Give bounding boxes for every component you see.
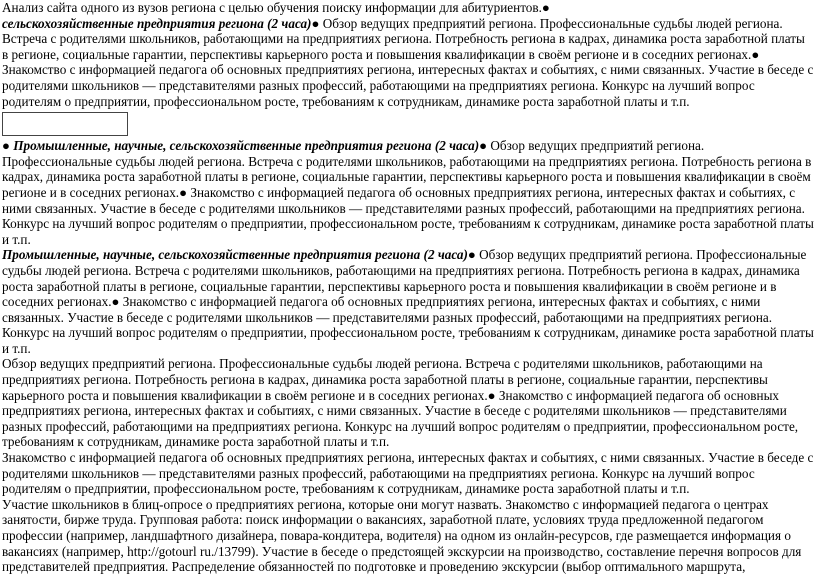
paragraph-5 (2, 356, 814, 450)
paragraph-6-text: Знакомство с информацией педагога об основных предприятиях региона, интересных фактах и событиях, с ними связанных. Участие в беседе с родителями школьников — представителями разных профессий, работающими на предприятиях региона. Конкурс на лучший вопрос родителям о предприятии, профессиональном росте, требованиям к сотрудникам, динамике роста заработной платы и т.п. (2, 450, 814, 497)
paragraph-1 (2, 0, 814, 16)
paragraph-1-text: Анализ сайта одного из вузов региона с целью обучения поиску информации для абитуриентов.● (2, 0, 550, 15)
paragraph-5-text: Обзор ведущих предприятий региона. Профессиональные судьбы людей региона. Встреча с родителями школьников, работающими на предприятиях региона. Потребность региона в кадрах, динамика роста заработной платы в регионе, социальные гарантии, перспективы карьерного роста и повышения квалификации в своём регионе и в соседних регионах.● Знакомство с информацией педагога об основных предприятиях региона, интересных фактах и событиях, с ними связанных. Участие в беседе с родителями школьников — представителями разных профессий, работающими на предприятиях региона. Конкурс на лучший вопрос родителям о предприятии, профессиональном росте, требованиям к сотрудникам, динамике роста заработной платы и т.п. (2, 356, 799, 450)
paragraph-4-heading: Промышленные, научные, сельскохозяйственные предприятия региона (2 часа)● (2, 247, 476, 263)
paragraph-2-text: Обзор ведущих предприятий региона. Профессиональные судьбы людей региона. Встреча с родителями школьников, работающими на предприятиях региона. Потребность региона в кадрах, динамика роста заработной платы в регионе, социальные гарантии, перспективы карьерного роста и повышения квалификации в своём регионе и в соседних регионах.● Знакомство с информацией педагога об основных предприятиях региона, интересных фактах и событиях, с ними связанных. Участие в беседе с родителями школьников — представителями разных профессий, работающими на предприятиях региона. Конкурс на лучший вопрос родителям о предприятии, профессиональном росте, требованиям к сотрудникам, динамике роста заработной платы и т.п. (2, 15, 814, 109)
paragraph-2-heading: сельскохозяйственные предприятия региона (2 часа)● (2, 15, 320, 31)
paragraph-3-text: Обзор ведущих предприятий региона. Профессиональные судьбы людей региона. Встреча с родителями школьников, работающими на предприятиях региона. Потребность региона в кадрах, динамика роста заработной платы в регионе, социальные гарантии, перспективы карьерного роста и повышения квалификации в своём регионе и в соседних регионах.● Знакомство с информацией педагога об основных предприятиях региона, интересных фактах и событиях, с ними связанных. Участие в беседе с родителями школьников — представителями разных профессий, работающими на предприятиях региона. Конкурс на лучший вопрос родителям о предприятии, профессиональном росте, требованиям к сотрудникам, динамике роста заработной платы и т.п. (2, 138, 814, 247)
paragraph-3 (2, 138, 814, 247)
document-body (2, 0, 814, 575)
paragraph-7 (2, 497, 814, 575)
empty-frame (2, 112, 128, 136)
paragraph-6 (2, 450, 814, 497)
paragraph-4 (2, 247, 814, 356)
paragraph-7-text: Участие школьников в блиц-опросе о предприятиях региона, которые они могут назвать. Знакомство с информацией педагога о центрах занятости, бирже труда. Групповая работа: поиск информации о вакансиях, заработной плате, условиях труда предложенной педагогом профессии (например, ландшафтного дизайнера, повара-кондитера, водителя) на одном из онлайн-ресурсов, где размещается информация о вакансиях (например, http://gotourl ru./13799). Участие в беседе о предстоящей экскурсии на производство, составление перечня вопросов для представителей предприятия. Распределение обязанностей по подготовке и проведению экскурсии (выбор оптимального маршрута, (2, 496, 802, 575)
paragraph-3-heading: ● Промышленные, научные, сельскохозяйственные предприятия региона (2 часа)● (2, 138, 488, 154)
paragraph-2 (2, 16, 814, 110)
paragraph-4-text: Обзор ведущих предприятий региона. Профессиональные судьбы людей региона. Встреча с родителями школьников, работающими на предприятиях региона. Потребность региона в кадрах, динамика роста заработной платы в регионе, социальные гарантии, перспективы карьерного роста и повышения квалификации в своём регионе и в соседних регионах.● Знакомство с информацией педагога об основных предприятиях региона, интересных фактах и событиях, с ними связанных. Участие в беседе с родителями школьников — представителями разных профессий, работающими на предприятиях региона. Конкурс на лучший вопрос родителям о предприятии, профессиональном росте, требованиям к сотрудникам, динамике роста заработной платы и т.п. (2, 247, 814, 356)
